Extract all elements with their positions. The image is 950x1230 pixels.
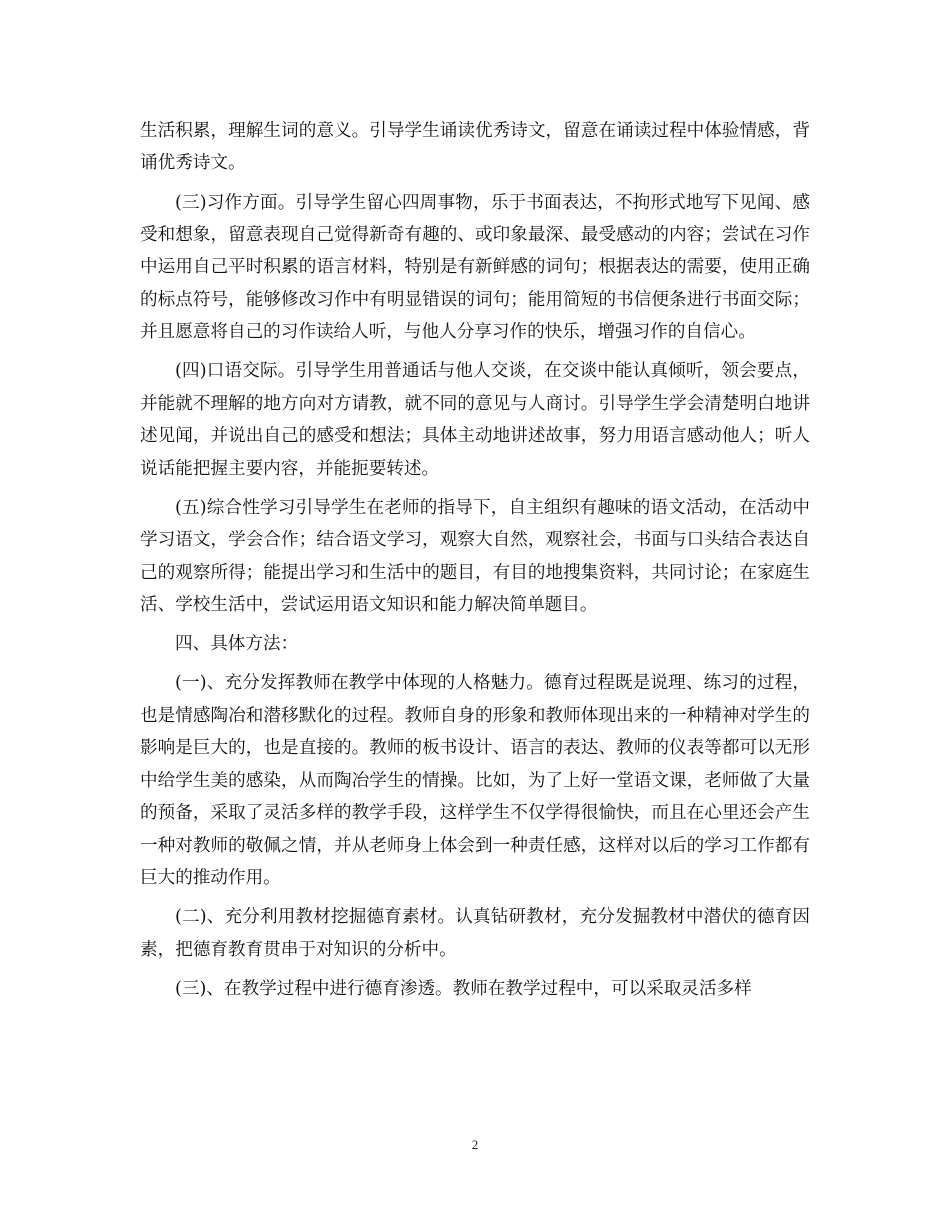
section-heading-methods: 四、具体方法： — [175, 634, 299, 655]
paragraph-3: (四)口语交际。引导学生用普通话与他人交谈，在交谈中能认真倾听，领会要点，并能就不理解的地方向对方请教，就不同的意见与人商讨。引导学生学会清楚明白地讲述见闻，并说出自己的感受和想法；具体主动地讲述故事，努力用语言感动他人；听人说话能把握主要内容，并能扼要转述。 — [140, 361, 810, 479]
paragraph-8: (三)、在教学过程中进行德育渗透。教师在教学过程中，可以采取灵活多样 — [175, 978, 752, 999]
paragraph-7: (二)、充分利用教材挖掘德育素材。认真钻研教材，充分发掘教材中潜伏的德育因素，把德育教育贯串于对知识的分析中。 — [140, 907, 810, 960]
paragraph-1: 生活积累，理解生词的意义。引导学生诵读优秀诗文，留意在诵读过程中体验情感，背诵优秀诗文。 — [140, 121, 810, 174]
paragraph-2: (三)习作方面。引导学生留心四周事物，乐于书面表达，不拘形式地写下见闻、感受和想象，留意表现自己觉得新奇有趣的、或印象最深、最受感动的内容；尝试在习作中运用自己平时积累的语言材料，特别是有新鲜感的词句；根据表达的需要，使用正确的标点符号，能够修改习作中有明显错误的词句；能用简短的书信便条进行书面交际；并且愿意将自己的习作读给人听，与他人分享习作的快乐，增强习作的自信心。 — [140, 192, 810, 343]
paragraph-6: (一)、充分发挥教师在教学中体现的人格魅力。德育过程既是说理、练习的过程，也是情感陶冶和潜移默化的过程。教师自身的形象和教师体现出来的一种精神对学生的影响是巨大的，也是直接的。教师的板书设计、语言的表达、教师的仪表等都可以无形中给学生美的感染，从而陶冶学生的情操。比如，为了上好一堂语文课，老师做了大量的预备，采取了灵活多样的教学手段，这样学生不仅学得很愉快，而且在心里还会产生一种对教师的敬佩之情，并从老师身上体会到一种责任感，这样对以后的学习工作都有巨大的推动作用。 — [140, 673, 810, 888]
page-number: 2 — [471, 1137, 479, 1152]
document-body — [140, 115, 810, 1012]
paragraph-4: (五)综合性学习引导学生在老师的指导下，自主组织有趣味的语文活动，在活动中学习语文，学会合作；结合语文学习，观察大自然，观察社会，书面与口头结合表达自己的观察所得；能提出学习和生活中的题目，有目的地搜集资料，共同讨论；在家庭生活、学校生活中，尝试运用语文知识和能力解决简单题目。 — [140, 497, 810, 616]
